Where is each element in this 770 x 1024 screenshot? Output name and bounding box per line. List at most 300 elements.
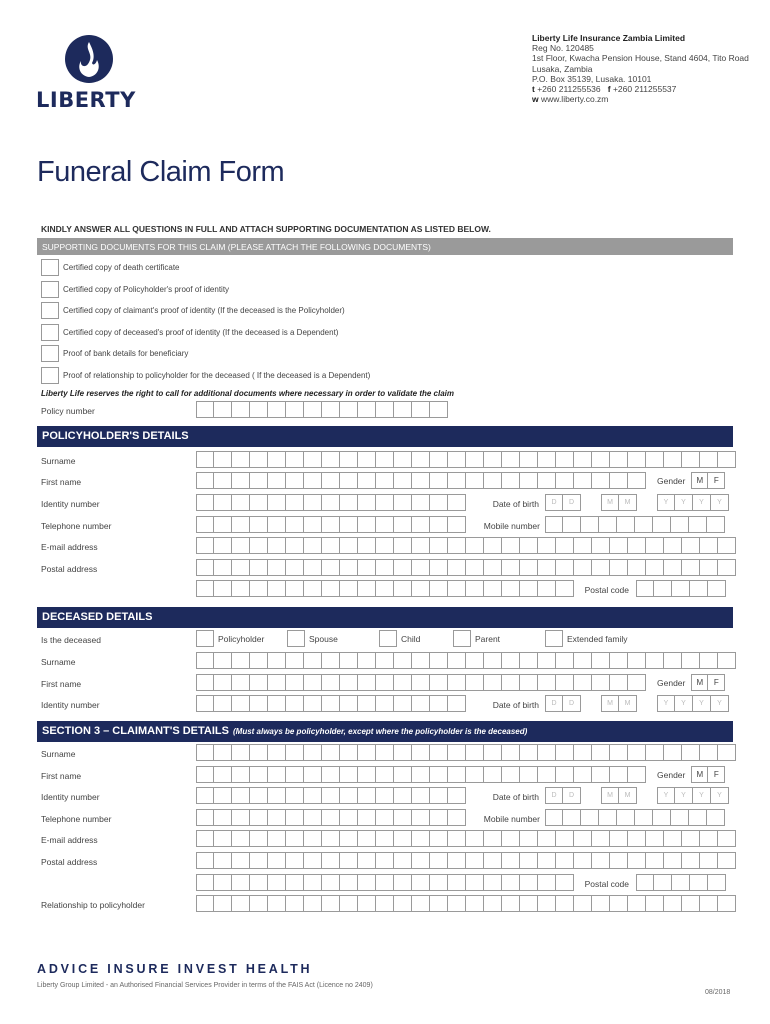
char-box[interactable] — [448, 766, 466, 783]
char-box[interactable] — [214, 580, 232, 597]
char-box[interactable] — [610, 895, 628, 912]
char-box[interactable] — [304, 830, 322, 847]
char-box[interactable] — [232, 830, 250, 847]
char-box[interactable] — [286, 895, 304, 912]
char-box[interactable] — [340, 559, 358, 576]
char-box[interactable] — [718, 852, 736, 869]
char-box[interactable] — [358, 787, 376, 804]
char-box[interactable] — [376, 451, 394, 468]
char-box[interactable] — [394, 537, 412, 554]
char-box[interactable] — [232, 674, 250, 691]
char-box[interactable] — [322, 874, 340, 891]
char-box[interactable] — [448, 830, 466, 847]
char-box[interactable] — [412, 580, 430, 597]
char-box[interactable] — [466, 895, 484, 912]
char-box[interactable] — [538, 537, 556, 554]
char-box[interactable] — [196, 744, 214, 761]
date-char-box[interactable]: D — [563, 494, 581, 511]
char-box[interactable] — [412, 809, 430, 826]
char-box[interactable] — [322, 695, 340, 712]
char-box[interactable] — [196, 537, 214, 554]
char-box[interactable] — [196, 652, 214, 669]
char-box[interactable] — [394, 674, 412, 691]
char-box[interactable] — [196, 695, 214, 712]
char-box[interactable] — [394, 809, 412, 826]
char-box[interactable] — [718, 744, 736, 761]
char-box[interactable] — [394, 451, 412, 468]
char-box[interactable] — [708, 874, 726, 891]
char-box[interactable] — [563, 809, 581, 826]
char-box[interactable] — [646, 830, 664, 847]
char-box[interactable] — [250, 695, 268, 712]
char-box[interactable] — [538, 744, 556, 761]
char-box[interactable] — [646, 852, 664, 869]
char-box[interactable] — [538, 674, 556, 691]
char-box[interactable] — [412, 830, 430, 847]
char-box[interactable] — [412, 494, 430, 511]
ph-surname-field[interactable] — [196, 451, 736, 468]
char-box[interactable] — [653, 516, 671, 533]
char-box[interactable] — [718, 652, 736, 669]
char-box[interactable] — [322, 559, 340, 576]
char-box[interactable] — [250, 401, 268, 418]
char-box[interactable] — [448, 494, 466, 511]
char-box[interactable] — [340, 674, 358, 691]
char-box[interactable] — [376, 744, 394, 761]
char-box[interactable] — [430, 401, 448, 418]
char-box[interactable] — [394, 744, 412, 761]
char-box[interactable] — [286, 852, 304, 869]
char-box[interactable] — [430, 852, 448, 869]
gender-female-box[interactable]: F — [708, 766, 725, 783]
char-box[interactable] — [286, 874, 304, 891]
char-box[interactable] — [448, 472, 466, 489]
char-box[interactable] — [358, 537, 376, 554]
gender-female-box[interactable]: F — [708, 674, 725, 691]
char-box[interactable] — [412, 652, 430, 669]
char-box[interactable] — [520, 537, 538, 554]
char-box[interactable] — [340, 401, 358, 418]
char-box[interactable] — [304, 580, 322, 597]
char-box[interactable] — [232, 472, 250, 489]
char-box[interactable] — [592, 766, 610, 783]
char-box[interactable] — [232, 451, 250, 468]
char-box[interactable] — [599, 809, 617, 826]
char-box[interactable] — [250, 580, 268, 597]
cl-postal-field-1[interactable] — [196, 852, 736, 869]
char-box[interactable] — [592, 895, 610, 912]
char-box[interactable] — [376, 472, 394, 489]
char-box[interactable] — [340, 809, 358, 826]
char-box[interactable] — [268, 516, 286, 533]
char-box[interactable] — [718, 895, 736, 912]
char-box[interactable] — [574, 852, 592, 869]
char-box[interactable] — [214, 494, 232, 511]
char-box[interactable] — [581, 809, 599, 826]
doc-checkbox[interactable] — [41, 281, 59, 298]
doc-item[interactable]: Certified copy of claimant's proof of identity (If the deceased is the Policyholder) — [41, 302, 345, 319]
char-box[interactable] — [250, 787, 268, 804]
char-box[interactable] — [592, 559, 610, 576]
char-box[interactable] — [268, 559, 286, 576]
char-box[interactable] — [268, 472, 286, 489]
char-box[interactable] — [448, 895, 466, 912]
char-box[interactable] — [268, 401, 286, 418]
cl-first-name-field[interactable] — [196, 766, 646, 783]
char-box[interactable] — [214, 809, 232, 826]
char-box[interactable] — [214, 674, 232, 691]
char-box[interactable] — [466, 472, 484, 489]
char-box[interactable] — [304, 895, 322, 912]
char-box[interactable] — [538, 874, 556, 891]
char-box[interactable] — [574, 766, 592, 783]
date-char-box[interactable]: Y — [693, 494, 711, 511]
char-box[interactable] — [376, 652, 394, 669]
cl-telephone-field[interactable] — [196, 809, 466, 826]
char-box[interactable] — [268, 580, 286, 597]
char-box[interactable] — [646, 895, 664, 912]
date-char-box[interactable]: M — [619, 494, 637, 511]
char-box[interactable] — [672, 580, 690, 597]
char-box[interactable] — [250, 559, 268, 576]
char-box[interactable] — [538, 451, 556, 468]
char-box[interactable] — [358, 695, 376, 712]
char-box[interactable] — [708, 580, 726, 597]
date-char-box[interactable]: M — [601, 787, 619, 804]
char-box[interactable] — [358, 401, 376, 418]
char-box[interactable] — [689, 516, 707, 533]
char-box[interactable] — [304, 852, 322, 869]
char-box[interactable] — [322, 809, 340, 826]
char-box[interactable] — [196, 472, 214, 489]
char-box[interactable] — [610, 451, 628, 468]
char-box[interactable] — [682, 744, 700, 761]
char-box[interactable] — [322, 472, 340, 489]
char-box[interactable] — [502, 830, 520, 847]
char-box[interactable] — [574, 472, 592, 489]
char-box[interactable] — [636, 874, 654, 891]
ph-dob-field[interactable] — [545, 494, 729, 511]
char-box[interactable] — [430, 830, 448, 847]
char-box[interactable] — [628, 674, 646, 691]
char-box[interactable] — [592, 652, 610, 669]
char-box[interactable] — [394, 559, 412, 576]
char-box[interactable] — [520, 652, 538, 669]
char-box[interactable] — [556, 652, 574, 669]
date-char-box[interactable]: Y — [711, 494, 729, 511]
char-box[interactable] — [268, 494, 286, 511]
char-box[interactable] — [502, 451, 520, 468]
char-box[interactable] — [520, 895, 538, 912]
ph-mobile-field[interactable] — [545, 516, 725, 533]
char-box[interactable] — [250, 516, 268, 533]
char-box[interactable] — [502, 559, 520, 576]
char-box[interactable] — [304, 695, 322, 712]
char-box[interactable] — [484, 766, 502, 783]
char-box[interactable] — [358, 494, 376, 511]
char-box[interactable] — [430, 674, 448, 691]
char-box[interactable] — [430, 652, 448, 669]
doc-item[interactable]: Proof of bank details for beneficiary — [41, 345, 188, 362]
char-box[interactable] — [654, 874, 672, 891]
char-box[interactable] — [466, 744, 484, 761]
char-box[interactable] — [250, 895, 268, 912]
char-box[interactable] — [232, 580, 250, 597]
gender-male-box[interactable]: M — [691, 674, 708, 691]
char-box[interactable] — [671, 809, 689, 826]
char-box[interactable] — [340, 874, 358, 891]
char-box[interactable] — [502, 537, 520, 554]
char-box[interactable] — [376, 401, 394, 418]
char-box[interactable] — [412, 895, 430, 912]
char-box[interactable] — [358, 766, 376, 783]
char-box[interactable] — [448, 652, 466, 669]
char-box[interactable] — [545, 516, 563, 533]
char-box[interactable] — [232, 401, 250, 418]
char-box[interactable] — [671, 516, 689, 533]
char-box[interactable] — [520, 852, 538, 869]
char-box[interactable] — [232, 695, 250, 712]
char-box[interactable] — [196, 494, 214, 511]
char-box[interactable] — [394, 766, 412, 783]
char-box[interactable] — [376, 895, 394, 912]
char-box[interactable] — [707, 809, 725, 826]
char-box[interactable] — [394, 472, 412, 489]
char-box[interactable] — [232, 809, 250, 826]
char-box[interactable] — [574, 451, 592, 468]
char-box[interactable] — [376, 830, 394, 847]
char-box[interactable] — [574, 674, 592, 691]
char-box[interactable] — [502, 472, 520, 489]
char-box[interactable] — [430, 695, 448, 712]
option-extended-family[interactable]: Extended family — [545, 630, 627, 647]
char-box[interactable] — [502, 895, 520, 912]
char-box[interactable] — [268, 451, 286, 468]
char-box[interactable] — [430, 472, 448, 489]
char-box[interactable] — [412, 766, 430, 783]
char-box[interactable] — [376, 580, 394, 597]
char-box[interactable] — [466, 451, 484, 468]
char-box[interactable] — [304, 766, 322, 783]
char-box[interactable] — [232, 559, 250, 576]
char-box[interactable] — [268, 766, 286, 783]
char-box[interactable] — [196, 874, 214, 891]
char-box[interactable] — [322, 766, 340, 783]
char-box[interactable] — [358, 652, 376, 669]
char-box[interactable] — [322, 744, 340, 761]
char-box[interactable] — [635, 516, 653, 533]
char-box[interactable] — [466, 674, 484, 691]
char-box[interactable] — [592, 830, 610, 847]
char-box[interactable] — [376, 559, 394, 576]
char-box[interactable] — [502, 652, 520, 669]
char-box[interactable] — [214, 744, 232, 761]
char-box[interactable] — [556, 674, 574, 691]
char-box[interactable] — [232, 744, 250, 761]
char-box[interactable] — [718, 537, 736, 554]
char-box[interactable] — [690, 874, 708, 891]
char-box[interactable] — [322, 537, 340, 554]
char-box[interactable] — [617, 516, 635, 533]
char-box[interactable] — [610, 852, 628, 869]
char-box[interactable] — [196, 895, 214, 912]
char-box[interactable] — [520, 559, 538, 576]
date-char-box[interactable]: D — [545, 787, 563, 804]
date-char-box[interactable]: D — [545, 695, 563, 712]
char-box[interactable] — [250, 744, 268, 761]
char-box[interactable] — [304, 787, 322, 804]
char-box[interactable] — [466, 830, 484, 847]
char-box[interactable] — [448, 674, 466, 691]
char-box[interactable] — [682, 852, 700, 869]
char-box[interactable] — [484, 559, 502, 576]
ph-telephone-field[interactable] — [196, 516, 466, 533]
char-box[interactable] — [707, 516, 725, 533]
char-box[interactable] — [250, 451, 268, 468]
char-box[interactable] — [268, 744, 286, 761]
char-box[interactable] — [636, 580, 654, 597]
char-box[interactable] — [340, 895, 358, 912]
date-char-box[interactable]: M — [619, 787, 637, 804]
char-box[interactable] — [196, 830, 214, 847]
char-box[interactable] — [250, 852, 268, 869]
char-box[interactable] — [286, 830, 304, 847]
char-box[interactable] — [250, 874, 268, 891]
cl-dob-field[interactable] — [545, 787, 729, 804]
doc-checkbox[interactable] — [41, 324, 59, 341]
char-box[interactable] — [394, 516, 412, 533]
char-box[interactable] — [700, 559, 718, 576]
char-box[interactable] — [556, 744, 574, 761]
char-box[interactable] — [484, 830, 502, 847]
doc-item[interactable]: Certified copy of Policyholder's proof of identity — [41, 281, 229, 298]
char-box[interactable] — [268, 830, 286, 847]
dec-identity-field[interactable] — [196, 695, 466, 712]
cl-postal-code-field[interactable] — [636, 874, 726, 891]
char-box[interactable] — [556, 472, 574, 489]
doc-checkbox[interactable] — [41, 367, 59, 384]
cl-identity-field[interactable] — [196, 787, 466, 804]
char-box[interactable] — [286, 401, 304, 418]
char-box[interactable] — [646, 559, 664, 576]
char-box[interactable] — [430, 537, 448, 554]
char-box[interactable] — [214, 766, 232, 783]
char-box[interactable] — [520, 744, 538, 761]
char-box[interactable] — [286, 516, 304, 533]
date-char-box[interactable]: M — [601, 494, 619, 511]
char-box[interactable] — [376, 809, 394, 826]
option-checkbox[interactable] — [379, 630, 397, 647]
char-box[interactable] — [412, 451, 430, 468]
char-box[interactable] — [214, 559, 232, 576]
char-box[interactable] — [214, 401, 232, 418]
char-box[interactable] — [322, 401, 340, 418]
char-box[interactable] — [538, 559, 556, 576]
char-box[interactable] — [268, 895, 286, 912]
char-box[interactable] — [448, 537, 466, 554]
char-box[interactable] — [718, 451, 736, 468]
char-box[interactable] — [196, 809, 214, 826]
char-box[interactable] — [340, 580, 358, 597]
char-box[interactable] — [196, 674, 214, 691]
char-box[interactable] — [520, 766, 538, 783]
ph-first-name-field[interactable] — [196, 472, 646, 489]
char-box[interactable] — [700, 895, 718, 912]
char-box[interactable] — [214, 472, 232, 489]
char-box[interactable] — [322, 787, 340, 804]
char-box[interactable] — [448, 695, 466, 712]
char-box[interactable] — [484, 472, 502, 489]
char-box[interactable] — [628, 451, 646, 468]
char-box[interactable] — [394, 830, 412, 847]
char-box[interactable] — [664, 537, 682, 554]
char-box[interactable] — [653, 809, 671, 826]
char-box[interactable] — [448, 874, 466, 891]
char-box[interactable] — [466, 852, 484, 869]
char-box[interactable] — [448, 580, 466, 597]
char-box[interactable] — [448, 744, 466, 761]
char-box[interactable] — [340, 451, 358, 468]
char-box[interactable] — [664, 830, 682, 847]
date-char-box[interactable]: M — [601, 695, 619, 712]
char-box[interactable] — [232, 766, 250, 783]
char-box[interactable] — [545, 809, 563, 826]
char-box[interactable] — [502, 852, 520, 869]
date-char-box[interactable]: Y — [657, 695, 675, 712]
char-box[interactable] — [358, 744, 376, 761]
char-box[interactable] — [628, 472, 646, 489]
char-box[interactable] — [214, 852, 232, 869]
date-char-box[interactable]: D — [563, 695, 581, 712]
char-box[interactable] — [232, 516, 250, 533]
char-box[interactable] — [214, 787, 232, 804]
char-box[interactable] — [196, 766, 214, 783]
char-box[interactable] — [286, 451, 304, 468]
char-box[interactable] — [376, 537, 394, 554]
char-box[interactable] — [340, 537, 358, 554]
char-box[interactable] — [574, 830, 592, 847]
char-box[interactable] — [412, 695, 430, 712]
char-box[interactable] — [412, 787, 430, 804]
char-box[interactable] — [340, 852, 358, 869]
char-box[interactable] — [394, 852, 412, 869]
char-box[interactable] — [430, 580, 448, 597]
char-box[interactable] — [394, 695, 412, 712]
char-box[interactable] — [322, 494, 340, 511]
char-box[interactable] — [286, 787, 304, 804]
char-box[interactable] — [484, 580, 502, 597]
char-box[interactable] — [520, 472, 538, 489]
cl-postal-field-2[interactable] — [196, 874, 574, 891]
char-box[interactable] — [664, 451, 682, 468]
char-box[interactable] — [358, 674, 376, 691]
char-box[interactable] — [322, 674, 340, 691]
ph-email-field[interactable] — [196, 537, 736, 554]
char-box[interactable] — [484, 451, 502, 468]
char-box[interactable] — [340, 472, 358, 489]
char-box[interactable] — [286, 744, 304, 761]
char-box[interactable] — [448, 559, 466, 576]
date-char-box[interactable]: Y — [693, 695, 711, 712]
char-box[interactable] — [286, 809, 304, 826]
char-box[interactable] — [664, 852, 682, 869]
char-box[interactable] — [322, 830, 340, 847]
dec-dob-field[interactable] — [545, 695, 729, 712]
char-box[interactable] — [286, 652, 304, 669]
char-box[interactable] — [250, 674, 268, 691]
char-box[interactable] — [322, 852, 340, 869]
char-box[interactable] — [358, 580, 376, 597]
